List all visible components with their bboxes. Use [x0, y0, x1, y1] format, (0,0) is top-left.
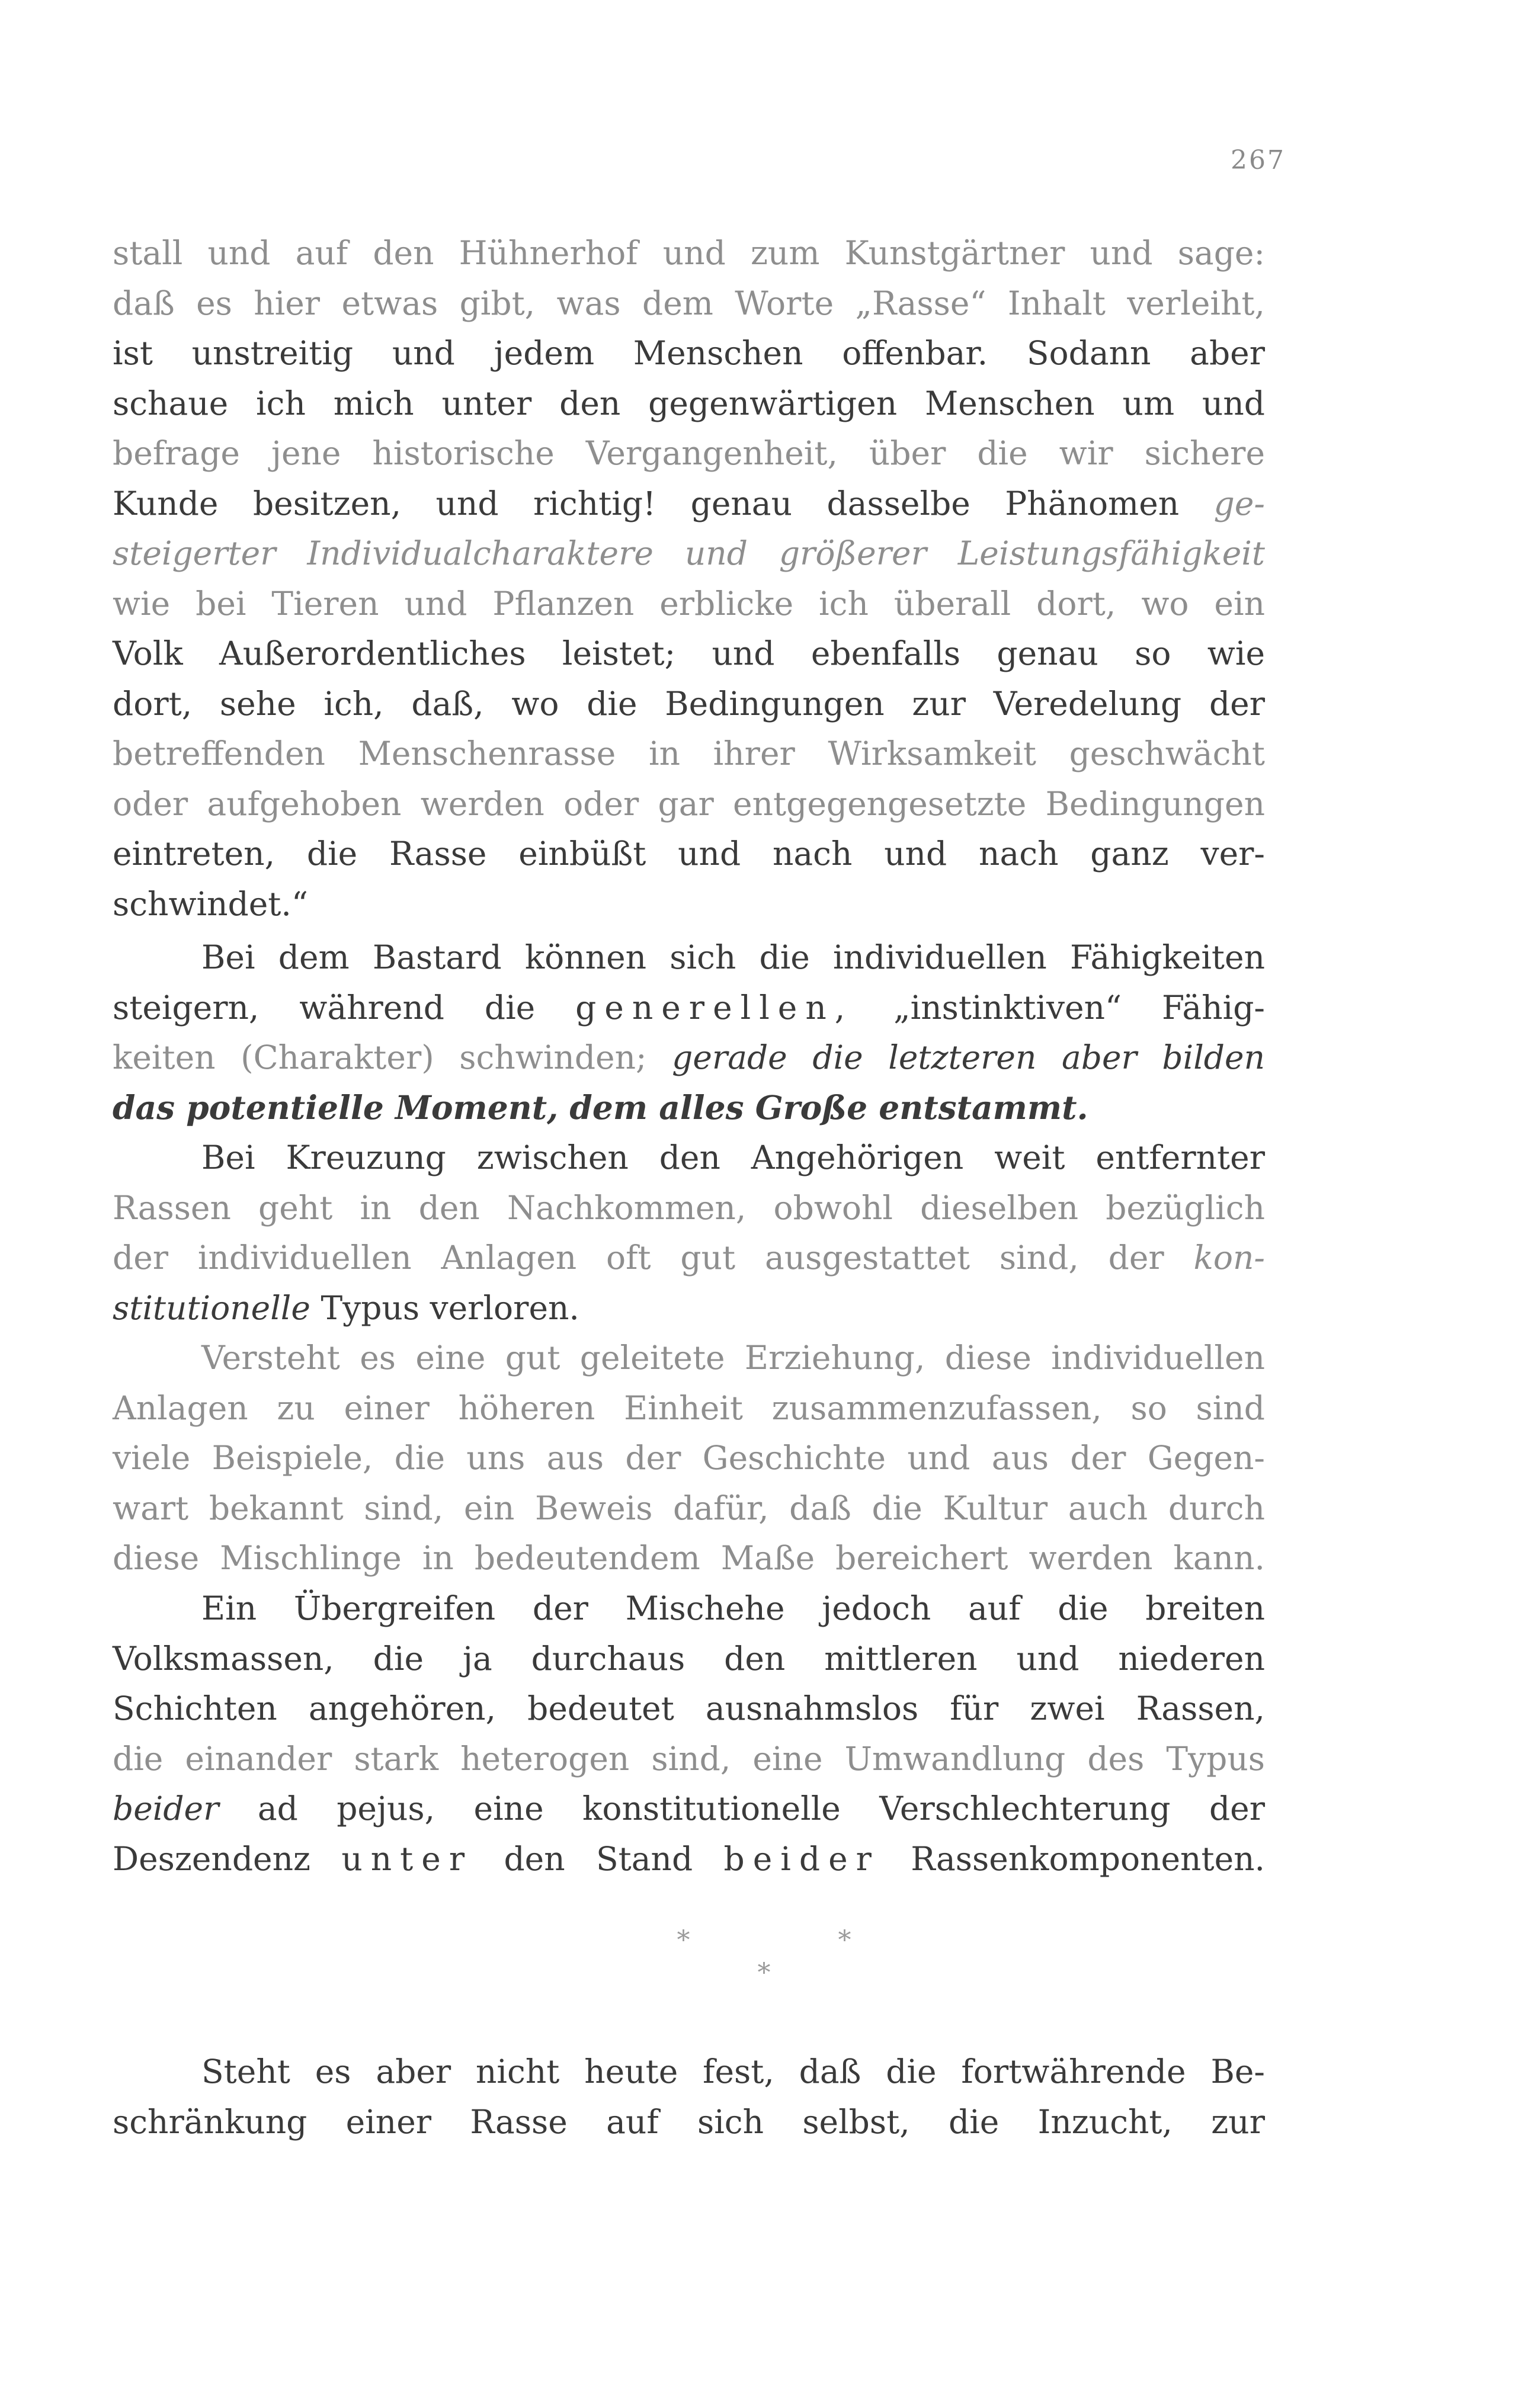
text-span: „instinktiven“ Fähig-: [893, 988, 1265, 1027]
spaced-word: generellen,: [575, 988, 854, 1027]
text-line: dort, sehe ich, daß, wo die Bedingungen zur Veredelung der: [113, 684, 1265, 723]
asterisk-icon: *: [677, 1925, 690, 1955]
spaced-word: unter: [341, 1839, 473, 1878]
text-line: Volk Außerordentliches leistet; und ebenfalls genau so wie: [113, 634, 1265, 672]
text-line: daß es hier etwas gibt, was dem Worte „Rasse“ Inhalt verleiht,: [113, 284, 1265, 322]
text-line: Schichten angehören, bedeutet ausnahmslos für zwei Rassen,: [113, 1689, 1265, 1727]
text-span: der individuellen Anlagen oft gut ausgestattet sind, der: [113, 1239, 1164, 1277]
text-line: [113, 1784, 1265, 1834]
text-line: betreffenden Menschenrasse in ihrer Wirksamkeit geschwächt: [113, 735, 1265, 772]
text-line: [113, 1283, 1265, 1333]
text-span: den Stand: [504, 1839, 693, 1878]
text-line: Versteht es eine gut geleitete Erziehung, diese individuellen: [201, 1339, 1265, 1377]
paragraph-bastard: [113, 932, 1265, 1133]
italic-span: ge-: [1213, 484, 1265, 522]
text-line: wart bekannt sind, ein Beweis dafür, daß die Kultur auch durch: [113, 1489, 1265, 1527]
text-line: Bei dem Bastard können sich die individuellen Fähigkeiten: [201, 938, 1265, 976]
text-line: viele Beispiele, die uns aus der Geschichte und aus der Gegen-: [113, 1439, 1265, 1477]
italic-span: steigerter Individualcharaktere und größerer Leistungsfähigkeit: [113, 534, 1265, 572]
text-line: [113, 1233, 1265, 1283]
text-line: [113, 479, 1265, 529]
paragraph-inzucht: [113, 2047, 1265, 2147]
page-number: 267: [1231, 145, 1286, 175]
paragraph-mischehe: [113, 1583, 1265, 1884]
text-span: Kunde besitzen, und richtig! genau dasselbe Phänomen: [113, 484, 1214, 522]
text-line: befrage jene historische Vergangenheit, über die wir sichere: [113, 434, 1265, 472]
text-line: schränkung einer Rasse auf sich selbst, die Inzucht, zur: [113, 2102, 1265, 2141]
text-line: Volksmassen, die ja durchaus den mittleren und niederen: [113, 1639, 1265, 1678]
text-span: ad pejus, eine konstitutionelle Verschlechterung der: [257, 1790, 1265, 1827]
text-span: Typus verloren.: [321, 1288, 579, 1327]
text-line: [113, 528, 1265, 579]
text-line: ist unstreitig und jedem Menschen offenbar. Sodann aber: [113, 334, 1265, 372]
text-line: Steht es aber nicht heute fest, daß die fortwährende Be-: [201, 2053, 1265, 2090]
text-line: Rassen geht in den Nachkommen, obwohl dieselben bezüglich: [113, 1188, 1265, 1227]
text-line: Ein Übergreifen der Mischehe jedoch auf die breiten: [201, 1589, 1265, 1627]
text-line: schwindet.“: [113, 884, 308, 923]
asterisk-icon: *: [838, 1925, 851, 1955]
italic-span: gerade die letzteren aber bilden: [672, 1038, 1265, 1076]
spaced-word: beider: [723, 1839, 880, 1878]
italic-span: beider: [113, 1790, 219, 1827]
text-span: steigern, während die: [113, 988, 536, 1027]
text-line: stall und auf den Hühnerhof und zum Kunstgärtner und sage:: [113, 234, 1265, 272]
text-line: oder aufgehoben werden oder gar entgegengesetzte Bedingungen: [113, 784, 1265, 823]
italic-span: stitutionelle: [113, 1288, 310, 1327]
text-line: diese Mischlinge in bedeutendem Maße bereichert werden kann.: [113, 1539, 1265, 1577]
asterisk-icon: *: [757, 1958, 771, 1988]
text-span: Deszendenz: [113, 1839, 310, 1878]
section-separator-bottom: [0, 1958, 1528, 1988]
text-line: die einander stark heterogen sind, eine Umwandlung des Typus: [113, 1739, 1265, 1778]
paragraph-erziehung: [113, 1333, 1265, 1583]
text-line: wie bei Tieren und Pflanzen erblicke ich überall dort, wo ein: [113, 584, 1265, 623]
section-separator: [0, 1925, 1528, 1955]
text-line: [113, 983, 1265, 1033]
paragraph-kreuzung: [113, 1133, 1265, 1333]
text-line: Anlagen zu einer höheren Einheit zusammenzufassen, so sind: [113, 1389, 1265, 1427]
text-line: schaue ich mich unter den gegenwärtigen Menschen um und: [113, 384, 1265, 422]
text-span: keiten (Charakter) schwinden;: [113, 1038, 647, 1076]
italic-span: kon-: [1193, 1239, 1265, 1277]
text-line: [113, 1033, 1265, 1083]
text-line: das potentielle Moment, dem alles Große entstammt.: [113, 1088, 1088, 1127]
text-line: Bei Kreuzung zwischen den Angehörigen weit entfernter: [201, 1139, 1265, 1176]
quote-paragraph: [113, 228, 1265, 929]
text-span: Rassenkomponenten.: [911, 1839, 1266, 1878]
text-line: [113, 1834, 1265, 1884]
text-line: eintreten, die Rasse einbüßt und nach und nach ganz ver-: [113, 835, 1265, 873]
